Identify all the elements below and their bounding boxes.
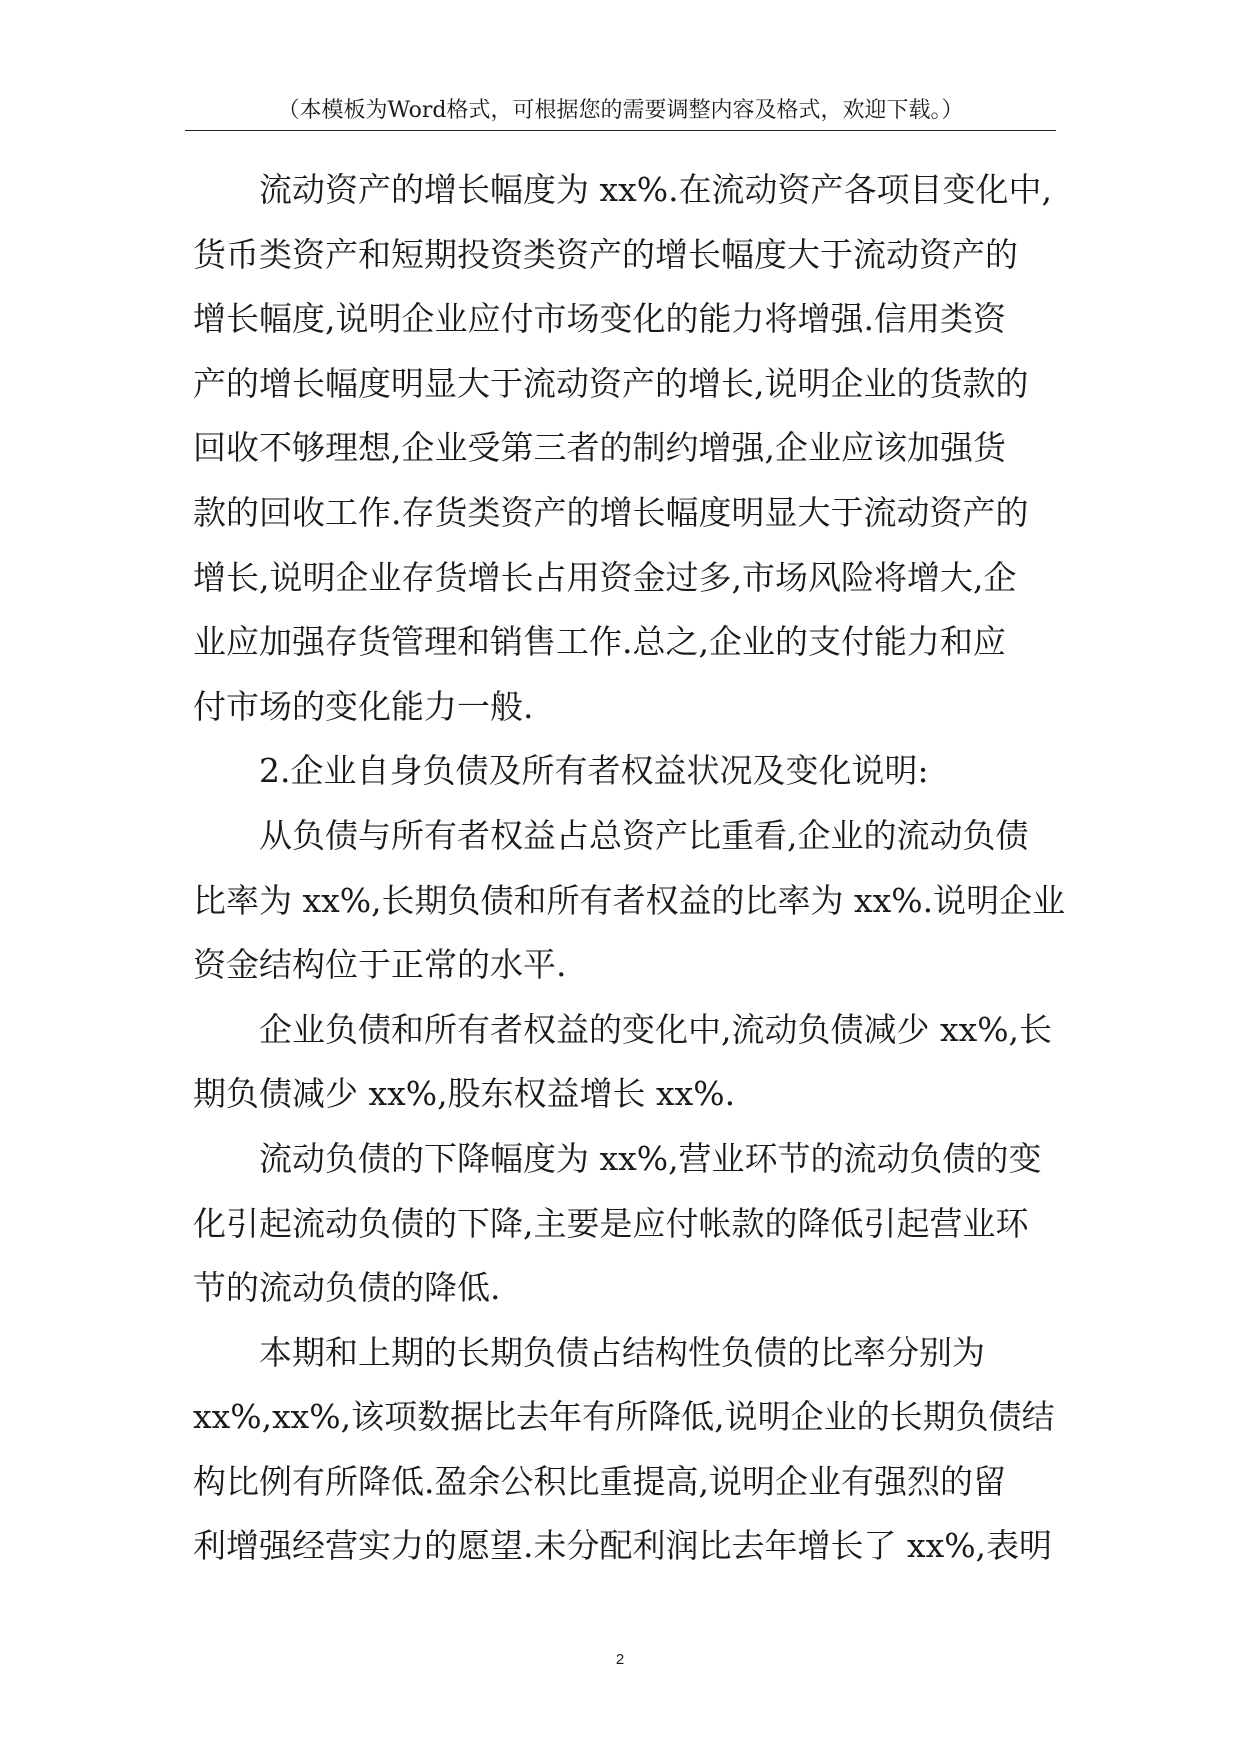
paragraph-line: 付市场的变化能力一般. — [193, 686, 534, 726]
template-notice: （本模板为Word格式，可根据您的需要调整内容及格式，欢迎下载。） — [277, 98, 964, 123]
paragraph-line: 流动资产的增长幅度为 xx%.在流动资产各项目变化中, — [259, 170, 1053, 209]
paragraph-line: 从负债与所有者权益占总资产比重看,企业的流动负债 — [259, 815, 1029, 855]
paragraph-line: 回收不够理想,企业受第三者的制约增强,企业应该加强货 — [193, 428, 1006, 468]
paragraph-line: 增长幅度,说明企业应付市场变化的能力将增强.信用类资 — [193, 299, 1006, 339]
header-divider — [185, 130, 1056, 131]
paragraph-line: 节的流动负债的降低. — [193, 1268, 501, 1308]
paragraph-line: 货币类资产和短期投资类资产的增长幅度大于流动资产的 — [193, 234, 1018, 274]
paragraph-line: 企业负债和所有者权益的变化中,流动负债减少 xx%,长 — [259, 1009, 1053, 1049]
paragraph-line: 款的回收工作.存货类资产的增长幅度明显大于流动资产的 — [193, 492, 1029, 532]
paragraph-line: 化引起流动负债的下降,主要是应付帐款的降低引起营业环 — [193, 1203, 1029, 1243]
page-number: 2 — [615, 1651, 625, 1668]
document-body — [193, 158, 1066, 1579]
paragraph-line: 利增强经营实力的愿望.未分配利润比去年增长了 xx%,表明 — [193, 1526, 1053, 1566]
paragraph-line: 期负债减少 xx%,股东权益增长 xx%. — [193, 1074, 736, 1114]
paragraph-line: 业应加强存货管理和销售工作.总之,企业的支付能力和应 — [193, 622, 1006, 662]
section-heading: 2.企业自身负债及所有者权益状况及变化说明: — [259, 751, 929, 791]
paragraph-line: 增长,说明企业存货增长占用资金过多,市场风险将增大,企 — [193, 557, 1017, 597]
paragraph-line: 产的增长幅度明显大于流动资产的增长,说明企业的货款的 — [193, 363, 1029, 403]
paragraph-line: xx%,xx%,该项数据比去年有所降低,说明企业的长期负债结 — [193, 1397, 1055, 1437]
paragraph-line: 本期和上期的长期负债占结构性负债的比率分别为 — [259, 1332, 985, 1372]
paragraph-line: 构比例有所降低.盈余公积比重提高,说明企业有强烈的留 — [193, 1461, 1006, 1501]
paragraph-line: 比率为 xx%,长期负债和所有者权益的比率为 xx%.说明企业 — [193, 880, 1066, 920]
paragraph-line: 资金结构位于正常的水平. — [193, 945, 567, 985]
paragraph-line: 流动负债的下降幅度为 xx%,营业环节的流动负债的变 — [259, 1138, 1042, 1178]
